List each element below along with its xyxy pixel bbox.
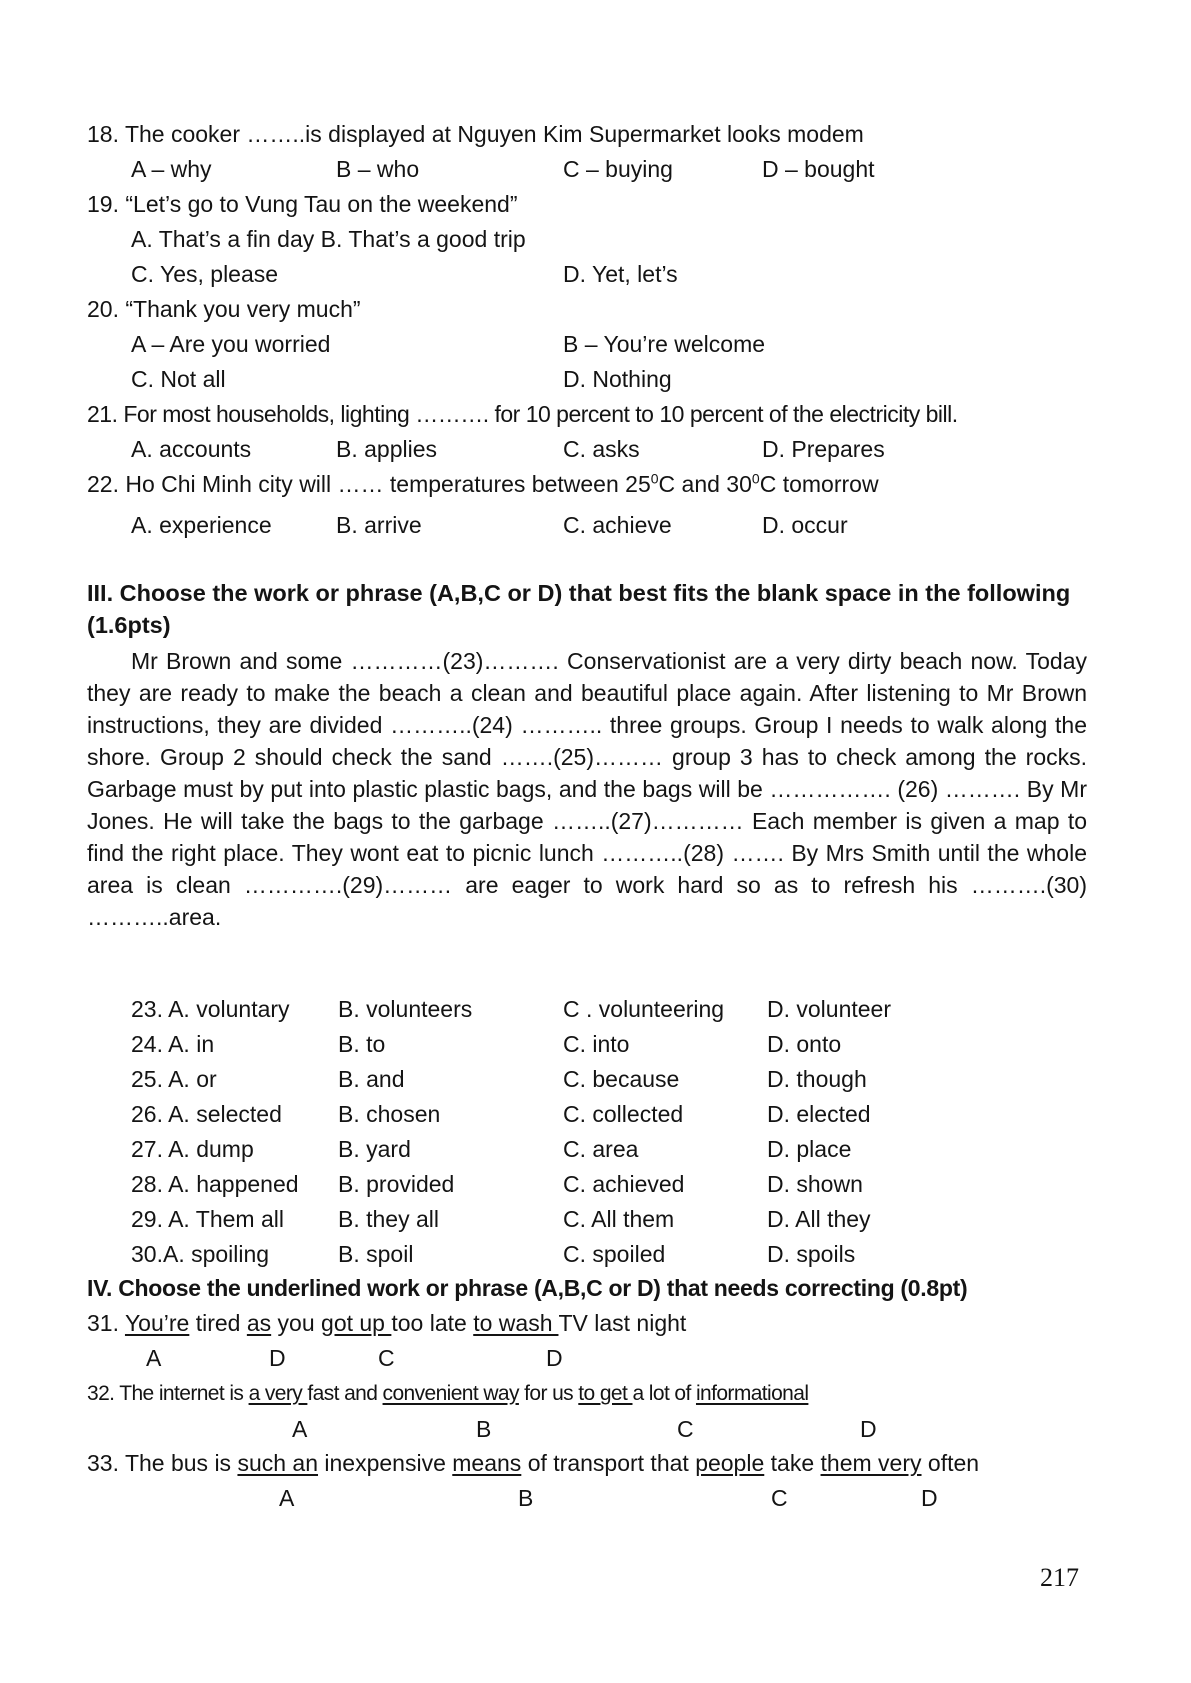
option-d: D. though bbox=[767, 1066, 867, 1092]
cloze-passage bbox=[87, 645, 1087, 933]
option-d: D. volunteer bbox=[767, 996, 892, 1022]
option-c: C. collected bbox=[563, 1101, 684, 1127]
question-stem bbox=[87, 1446, 979, 1481]
option-a: 23. A. voluntary bbox=[131, 996, 290, 1022]
option-d: D. Nothing bbox=[563, 366, 672, 392]
text-segment: fast and bbox=[307, 1382, 383, 1405]
option-d: D. onto bbox=[767, 1031, 842, 1057]
question-stem: 19. “Let’s go to Vung Tau on the weekend” bbox=[87, 191, 518, 217]
option-a: 24. A. in bbox=[131, 1031, 215, 1057]
section-4-heading: IV. Choose the underlined work or phrase (A,B,C or D) that needs correcting (0.8pt) bbox=[87, 1275, 968, 1301]
option-b: B. volunteers bbox=[338, 996, 473, 1022]
option-c: C. asks bbox=[563, 436, 640, 462]
option-d: D. shown bbox=[767, 1171, 863, 1197]
choice-letter: C bbox=[378, 1345, 395, 1371]
choice-letter: A bbox=[292, 1416, 308, 1442]
option-b: B. and bbox=[338, 1066, 405, 1092]
text-segment: 32. The internet is bbox=[87, 1382, 249, 1405]
option-a: 25. A. or bbox=[131, 1066, 217, 1092]
choice-letter: D bbox=[546, 1345, 563, 1371]
option-d: D. spoils bbox=[767, 1241, 856, 1267]
underlined-choice: to wash bbox=[473, 1310, 559, 1336]
text-segment: 33. The bus is bbox=[87, 1450, 238, 1476]
underlined-choice: people bbox=[695, 1450, 765, 1476]
option-b: B – You’re welcome bbox=[563, 331, 766, 357]
choice-letter: D bbox=[860, 1416, 877, 1442]
option-d: D. elected bbox=[767, 1101, 871, 1127]
question-stem: 18. The cooker ……..is displayed at Nguyen Kim Supermarket looks modem bbox=[87, 121, 864, 147]
option-a: A. accounts bbox=[131, 436, 252, 462]
option-d: D. Yet, let’s bbox=[563, 261, 678, 287]
option-c: C. achieve bbox=[563, 512, 672, 538]
option-c: C. All them bbox=[563, 1206, 675, 1232]
option-b: B. applies bbox=[336, 436, 438, 462]
question-stem bbox=[87, 1376, 808, 1411]
option-b: B. arrive bbox=[336, 512, 422, 538]
option-c: C. spoiled bbox=[563, 1241, 666, 1267]
stem-text: 22. Ho Chi Minh city will …… temperatures between 25 bbox=[87, 471, 651, 497]
option-b: B. provided bbox=[338, 1171, 455, 1197]
text-segment: tired bbox=[189, 1310, 247, 1336]
option-c: C. Yes, please bbox=[131, 261, 279, 287]
option-c: C. area bbox=[563, 1136, 639, 1162]
option-d: D. place bbox=[767, 1136, 852, 1162]
underlined-choice: as bbox=[246, 1310, 272, 1336]
text-segment: often bbox=[921, 1450, 980, 1476]
option-b: B. chosen bbox=[338, 1101, 441, 1127]
question-stem bbox=[87, 467, 879, 502]
degree-sup: 0 bbox=[650, 470, 659, 487]
text-segment: inexpensive bbox=[318, 1450, 453, 1476]
choice-letter: B bbox=[518, 1485, 534, 1511]
underlined-choice: to get bbox=[578, 1382, 633, 1405]
option-d: D – bought bbox=[762, 156, 875, 182]
option-b: B. spoil bbox=[338, 1241, 414, 1267]
choice-letter: D bbox=[921, 1485, 938, 1511]
underlined-choice: means bbox=[452, 1450, 522, 1476]
option-c: C. Not all bbox=[131, 366, 226, 392]
option-d: D. All they bbox=[767, 1206, 871, 1232]
passage-text: Mr Brown and some …………(23)………. Conservationist are a very dirty beach now. Today they are ready to make the beach a clean and beautiful place again. After listening to Mr Brown instructions, they are divided ………..(24) ……….. three groups. Group I needs to walk along the shore. Group 2 should check the sand …….(25)……… group 3 has to check among the rocks. Garbage must by put into plastic plastic bags, and the bags will be ……………. (26) ………. By Mr Jones. He will take the bags to the garbage ……..(27)………… Each member is given a map to find the right place. They wont eat to picnic lunch ………..(28) ……. By Mrs Smith until the whole area is clean ………….(29)……… are eager to work hard so as to refresh his ……….(30) ………..area. bbox=[87, 648, 1087, 930]
option-c: C. achieved bbox=[563, 1171, 685, 1197]
text-segment: 31. bbox=[87, 1310, 125, 1336]
degree-sup: 0 bbox=[751, 470, 760, 487]
text-segment: a lot of bbox=[632, 1382, 696, 1405]
option-d: D. Prepares bbox=[762, 436, 885, 462]
choice-letter: C bbox=[771, 1485, 788, 1511]
choice-letter: D bbox=[269, 1345, 286, 1371]
underlined-choice: them very bbox=[820, 1450, 922, 1476]
option-b: B. to bbox=[338, 1031, 386, 1057]
underlined-choice: such an bbox=[237, 1450, 319, 1476]
text-segment: TV last night bbox=[558, 1310, 687, 1336]
option-a: 27. A. dump bbox=[131, 1136, 254, 1162]
option-c: C . volunteering bbox=[563, 996, 725, 1022]
question-stem: 20. “Thank you very much” bbox=[87, 296, 361, 322]
underlined-choice: a very bbox=[248, 1382, 308, 1405]
underlined-choice: You’re bbox=[124, 1310, 190, 1336]
section-3-heading: III. Choose the work or phrase (A,B,C or D) that best fits the blank space in the following (1.6pts) bbox=[87, 580, 1071, 638]
option-c: C. because bbox=[563, 1066, 680, 1092]
choice-letter: C bbox=[677, 1416, 694, 1442]
stem-text: C tomorrow bbox=[759, 471, 879, 497]
underlined-choice: convenient way bbox=[382, 1382, 519, 1405]
text-segment: too late bbox=[391, 1310, 474, 1336]
option-b: B. they all bbox=[338, 1206, 439, 1232]
text-segment: you bbox=[271, 1310, 322, 1336]
option-c: C – buying bbox=[563, 156, 673, 182]
question-stem: 21. For most households, lighting ………. for 10 percent to 10 percent of the electricity bill. bbox=[87, 401, 958, 427]
question-stem bbox=[87, 1306, 686, 1341]
option-a: A – Are you worried bbox=[131, 331, 331, 357]
option-b: B. yard bbox=[338, 1136, 411, 1162]
option-a: 30.A. spoiling bbox=[131, 1241, 270, 1267]
option-b: B – who bbox=[336, 156, 420, 182]
choice-letter: B bbox=[476, 1416, 492, 1442]
stem-text: C and 30 bbox=[658, 471, 752, 497]
underlined-choice: got up bbox=[321, 1310, 392, 1336]
page-number: 217 bbox=[1040, 1563, 1079, 1592]
option-a: A. experience bbox=[131, 512, 272, 538]
option-d: D. occur bbox=[762, 512, 848, 538]
option-a: 29. A. Them all bbox=[131, 1206, 284, 1232]
text-segment: for us bbox=[518, 1382, 579, 1405]
option-a: 26. A. selected bbox=[131, 1101, 282, 1127]
option-a: A – why bbox=[131, 156, 212, 182]
option-line: A. That’s a fin day B. That’s a good trip bbox=[131, 226, 526, 252]
choice-letter: A bbox=[279, 1485, 295, 1511]
option-c: C. into bbox=[563, 1031, 630, 1057]
option-a: 28. A. happened bbox=[131, 1171, 299, 1197]
text-segment: of transport that bbox=[521, 1450, 696, 1476]
underlined-choice: informational bbox=[695, 1382, 809, 1405]
text-segment: take bbox=[764, 1450, 821, 1476]
choice-letter: A bbox=[146, 1345, 162, 1371]
